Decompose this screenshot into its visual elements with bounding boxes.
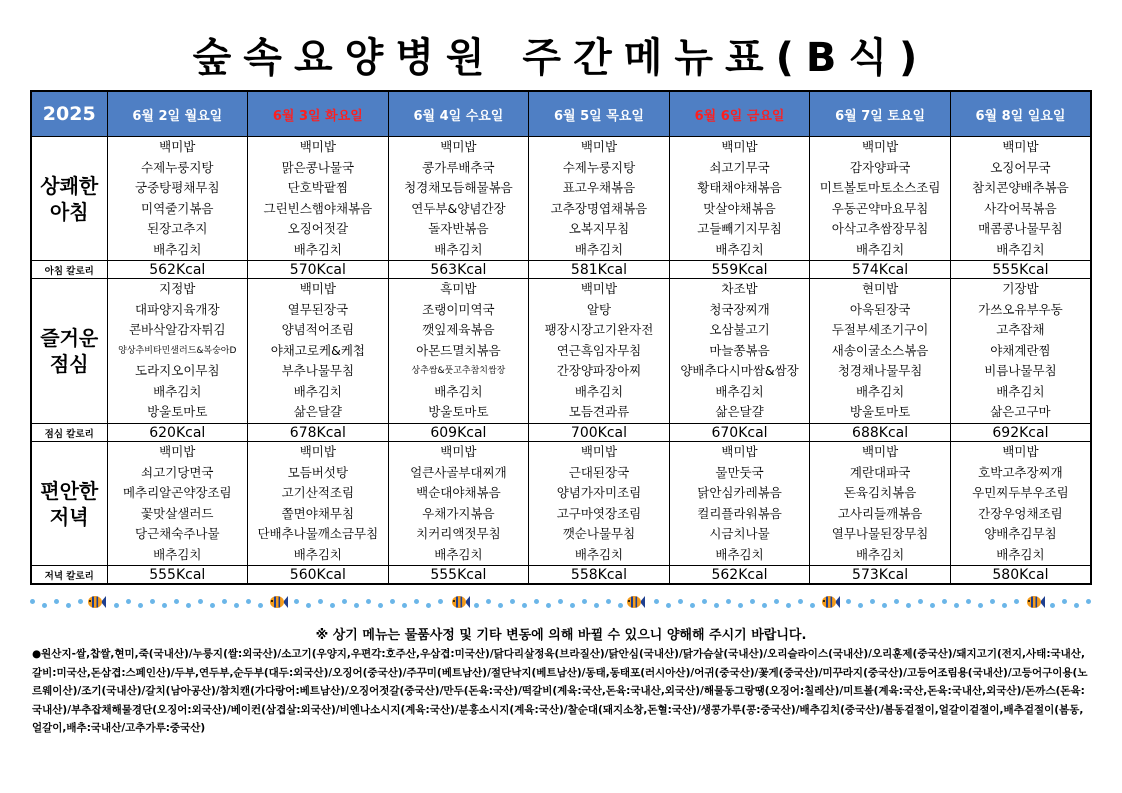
menu-item: 매콤콩나물무침 bbox=[978, 221, 1063, 236]
menu-item: 꽃맛살샐러드 bbox=[141, 505, 214, 521]
notice-text: ※ 상기 메뉴는 물품사정 및 기타 변동에 의해 바뀔 수 있으니 양해해 주시기 바랍니다. bbox=[315, 628, 807, 643]
menu-item: 우채가지볶음 bbox=[422, 505, 495, 521]
meal-label bbox=[31, 279, 107, 424]
calorie-value: 620Kcal bbox=[107, 424, 248, 442]
menu-item: 조랭이미역국 bbox=[422, 301, 495, 317]
menu-item: 방울토마토 bbox=[428, 404, 489, 419]
bubble-dot-icon bbox=[402, 603, 407, 608]
day-header: 6월 6일 금요일 bbox=[669, 91, 810, 137]
bubble-dot-icon bbox=[114, 603, 119, 608]
bubble-dot-icon bbox=[318, 599, 323, 604]
menu-item: 두절부세조기구이 bbox=[831, 322, 929, 337]
menu-item: 백미밥 bbox=[861, 139, 899, 154]
bubble-dot-icon bbox=[510, 599, 515, 604]
menu-item: 모듬버섯탕 bbox=[287, 464, 349, 480]
menu-item: 백미밥 bbox=[1002, 139, 1039, 154]
bubble-dot-icon bbox=[558, 599, 563, 604]
menu-item: 백미밥 bbox=[1002, 444, 1039, 459]
menu-item: 오복지무침 bbox=[568, 221, 630, 236]
menu-item: 청경채나물무침 bbox=[837, 363, 923, 378]
menu-item: 방울토마토 bbox=[147, 404, 208, 419]
bubble-dot-icon bbox=[222, 599, 227, 604]
menu-item: 팽장시장고기완자전 bbox=[544, 322, 654, 337]
bubble-dot-icon bbox=[498, 603, 503, 608]
menu-item: 비름나물무침 bbox=[984, 363, 1057, 378]
menu-item: 양념가자미조림 bbox=[556, 485, 642, 500]
menu-item: 삶은달걀 bbox=[293, 404, 342, 419]
bubble-dot-icon bbox=[606, 599, 611, 604]
menu-item: 삶은달걀 bbox=[715, 404, 764, 419]
bubble-dot-icon bbox=[906, 603, 911, 608]
menu-item: 된장고추지 bbox=[147, 221, 208, 236]
calorie-value: 563Kcal bbox=[388, 261, 529, 279]
menu-item: 그린빈스햄야채볶음 bbox=[263, 200, 373, 216]
menu-item: 수제누룽지탕 bbox=[141, 159, 214, 175]
menu-item: 아욱된장국 bbox=[849, 301, 911, 317]
menu-item: 알탕 bbox=[586, 301, 612, 317]
menu-item: 청국장찌개 bbox=[709, 301, 770, 317]
menu-item: 고추장명엽채볶음 bbox=[550, 200, 648, 216]
bubble-dot-icon bbox=[762, 603, 767, 608]
menu-item: 마늘쫑볶음 bbox=[709, 342, 770, 358]
menu-item: 얼큰사골부대찌개 bbox=[410, 464, 507, 480]
bubble-dot-icon bbox=[570, 603, 575, 608]
menu-item: 고사리들깨볶음 bbox=[837, 505, 923, 521]
bubble-dot-icon bbox=[666, 603, 671, 608]
menu-item: 배추김치 bbox=[996, 241, 1045, 257]
day-header: 6월 4일 수요일 bbox=[388, 91, 529, 137]
meal-label-line: 점심 bbox=[49, 352, 89, 376]
menu-item: 미트볼토마토소스조림 bbox=[819, 180, 941, 195]
bubble-dot-icon bbox=[1002, 603, 1007, 608]
menu-item: 대파양지육개장 bbox=[135, 301, 220, 317]
menu-item: 오삼불고기 bbox=[709, 322, 770, 337]
origin-info: ●원산지-쌀,찹쌀,현미,죽(국내산)/누룽지(쌀:외국산)/소고기(우양지,우편각:호주산,우삼겹:미국산)/닭다리살정육(브라질산)/닭안심(국내산)/닭가슴살(국내산)/오리슬라이스(국내산)/오리훈제(중국산)/돼지고기(전지,사태:국내산,갈비:미국산,돈삼겹:스페인산)/두부,연두부,순두부(대두:외국산)/오징어(중국산)/주꾸미(베트남산)/절단낙지(베트남산)/동태,동태포(러시아산)/어귀(중국산)/꽃게(중국산)/미꾸라지(중국산)/고등어조림용(국내산)/고등어구이용(노르웨이산)/조기(국내산)/갈치(남아공산)/참치캔(가다랑어:베트남산)/오징어젓갈(중국산)/만두(돈육:국산)/떡갈비(계육:국산,돈육:국내산,외국산)/해물동그랑땡(오징어:칠레산)/미트볼(계육:국산,돈육:국내산,외국산)/돈까스(돈육:국내산)/부추잡채해물경단(오징어:외국산)/베이컨(삼겹살:외국산)/비엔나소시지(계육:국산)/분홍소시지(계육:국산)/찰순대(돼지소창,돈혈:국산)/생콩가루(콩:중국산)/배추김치(중국산)/봄동겉절이,얼갈이겉절이,배추겉절이(봄동,얼갈이,배추:국내산/고추가루:중국산) bbox=[32, 648, 1088, 734]
bubble-dot-icon bbox=[30, 599, 35, 604]
bubble-dot-icon bbox=[714, 603, 719, 608]
menu-item: 배추김치 bbox=[293, 383, 342, 399]
menu-item: 물만둣국 bbox=[715, 464, 764, 480]
bubble-dot-icon bbox=[138, 603, 143, 608]
bubble-dot-icon bbox=[858, 603, 863, 608]
menu-item: 모듬견과류 bbox=[568, 404, 630, 419]
day-header: 6월 7일 토요일 bbox=[810, 91, 951, 137]
menu-item: 고추잡채 bbox=[996, 322, 1045, 337]
menu-item: 백미밥 bbox=[299, 444, 336, 459]
menu-item: 맛살야채볶음 bbox=[703, 200, 776, 216]
bubble-dot-icon bbox=[258, 603, 263, 608]
bubble-dot-icon bbox=[654, 599, 659, 604]
menu-cell bbox=[388, 279, 529, 424]
day-header: 6월 3일 화요일 bbox=[248, 91, 389, 137]
menu-item: 양배추다시마쌈&쌈장 bbox=[680, 363, 799, 378]
calorie-value: 609Kcal bbox=[388, 424, 529, 442]
bubble-dot-icon bbox=[126, 599, 131, 604]
bubble-dot-icon bbox=[150, 599, 155, 604]
menu-item: 가쓰오유부우동 bbox=[978, 301, 1063, 317]
bubble-dot-icon bbox=[966, 599, 971, 604]
calorie-row bbox=[31, 424, 1091, 442]
menu-item: 백순대야채볶음 bbox=[416, 485, 501, 500]
bubble-dot-icon bbox=[786, 603, 791, 608]
menu-cell bbox=[248, 442, 389, 566]
meal-row bbox=[31, 279, 1091, 424]
bubble-dot-icon bbox=[726, 599, 731, 604]
menu-item: 맑은콩나물국 bbox=[281, 159, 355, 175]
menu-item: 배추김치 bbox=[153, 383, 202, 399]
menu-cell bbox=[950, 279, 1091, 424]
menu-cell bbox=[810, 442, 951, 566]
bubble-dot-icon bbox=[1074, 603, 1079, 608]
menu-item: 황태채야채볶음 bbox=[697, 180, 782, 195]
menu-item: 배추김치 bbox=[293, 546, 342, 562]
bubble-dot-icon bbox=[978, 603, 983, 608]
calorie-label: 아침 칼로리 bbox=[31, 261, 107, 279]
bubble-dot-icon bbox=[474, 603, 479, 608]
menu-item: 새송이굴소스볶음 bbox=[831, 342, 929, 358]
menu-item: 오징어무국 bbox=[990, 159, 1051, 175]
bubble-dot-icon bbox=[618, 603, 623, 608]
menu-item: 현미밥 bbox=[861, 281, 899, 296]
menu-cell bbox=[529, 279, 670, 424]
bubble-dot-icon bbox=[78, 599, 83, 604]
bubble-dot-icon bbox=[918, 599, 923, 604]
menu-item: 배추김치 bbox=[434, 241, 483, 257]
menu-item: 콘바삭알감자튀김 bbox=[128, 322, 226, 337]
menu-cell bbox=[669, 442, 810, 566]
menu-item: 백미밥 bbox=[580, 139, 618, 154]
bubble-dot-icon bbox=[954, 603, 959, 608]
tropical-fish-icon bbox=[450, 594, 470, 610]
menu-item: 야채계란찜 bbox=[990, 342, 1051, 358]
menu-item: 고들빼기지무침 bbox=[697, 221, 782, 236]
calorie-value: 562Kcal bbox=[669, 566, 810, 585]
menu-item: 양상추비타민샐러드&복숭아D bbox=[118, 345, 237, 356]
bubble-dot-icon bbox=[870, 599, 875, 604]
weekly-menu-table bbox=[30, 90, 1092, 585]
bubble-dot-icon bbox=[942, 599, 947, 604]
bubble-dot-icon bbox=[486, 599, 491, 604]
menu-cell bbox=[248, 279, 389, 424]
menu-item: 백미밥 bbox=[299, 139, 336, 154]
bubble-dot-icon bbox=[882, 603, 887, 608]
menu-item: 쇠고기무국 bbox=[709, 159, 770, 175]
menu-item: 우민찌두부우조림 bbox=[972, 485, 1069, 500]
menu-item: 수제누룽지탕 bbox=[562, 159, 636, 175]
bubble-dot-icon bbox=[1014, 599, 1019, 604]
menu-item: 미역줄기볶음 bbox=[141, 200, 214, 216]
bubble-dot-icon bbox=[390, 599, 395, 604]
bubble-dot-icon bbox=[210, 603, 215, 608]
bubble-dot-icon bbox=[306, 603, 311, 608]
meal-label-line: 상쾌한 bbox=[40, 173, 99, 198]
menu-item: 단호박팥찜 bbox=[287, 180, 349, 195]
calorie-value: 678Kcal bbox=[248, 424, 389, 442]
menu-item: 배추김치 bbox=[434, 383, 483, 399]
meal-label bbox=[31, 442, 107, 566]
menu-item: 배추김치 bbox=[855, 546, 905, 562]
menu-item: 상추쌈&풋고추참치쌈장 bbox=[411, 366, 506, 376]
year-header: 2025 bbox=[31, 91, 107, 137]
bubble-dot-icon bbox=[690, 603, 695, 608]
menu-item: 배추김치 bbox=[715, 241, 764, 257]
bubble-dot-icon bbox=[894, 599, 899, 604]
menu-item: 당근채숙주나물 bbox=[135, 526, 220, 541]
menu-item: 양배추김무침 bbox=[984, 526, 1057, 541]
menu-item: 사각어묵볶음 bbox=[984, 200, 1057, 216]
calorie-value: 692Kcal bbox=[950, 424, 1091, 442]
day-header: 6월 8일 일요일 bbox=[950, 91, 1091, 137]
menu-item: 배추김치 bbox=[996, 383, 1045, 399]
calorie-value: 581Kcal bbox=[529, 261, 670, 279]
bubble-dot-icon bbox=[810, 603, 815, 608]
tropical-fish-icon bbox=[268, 594, 288, 610]
bubble-dot-icon bbox=[1086, 599, 1091, 604]
menu-item: 배추김치 bbox=[153, 546, 202, 562]
calorie-value: 580Kcal bbox=[950, 566, 1091, 585]
bubble-dot-icon bbox=[162, 603, 167, 608]
menu-item: 백미밥 bbox=[440, 139, 477, 154]
calorie-value: 558Kcal bbox=[529, 566, 670, 585]
menu-item: 돌자반볶음 bbox=[428, 221, 489, 236]
bubble-dot-icon bbox=[174, 599, 179, 604]
meal-label-line: 즐거운 bbox=[40, 326, 99, 350]
menu-item: 연두부&양념간장 bbox=[411, 200, 506, 216]
menu-item: 고기산적조림 bbox=[281, 485, 355, 500]
bubble-dot-icon bbox=[750, 599, 755, 604]
meal-label-line: 아침 bbox=[49, 199, 89, 224]
bubble-dot-icon bbox=[522, 603, 527, 608]
menu-item: 차조밥 bbox=[721, 281, 758, 296]
menu-item: 양념적어조림 bbox=[281, 322, 355, 337]
menu-item: 연근흑임자무침 bbox=[556, 342, 642, 358]
menu-item: 근대된장국 bbox=[568, 464, 630, 480]
bubble-dot-icon bbox=[378, 603, 383, 608]
calorie-row bbox=[31, 566, 1091, 585]
menu-item: 백미밥 bbox=[440, 444, 477, 459]
calorie-value: 574Kcal bbox=[810, 261, 951, 279]
menu-item: 배추김치 bbox=[434, 546, 483, 562]
menu-item: 컬리플라워볶음 bbox=[697, 505, 782, 521]
menu-item: 계란대파국 bbox=[849, 464, 911, 480]
meal-row bbox=[31, 442, 1091, 566]
tropical-fish-icon bbox=[625, 594, 645, 610]
menu-item: 메추리알곤약장조림 bbox=[122, 485, 232, 500]
menu-item: 백미밥 bbox=[861, 444, 899, 459]
menu-cell bbox=[388, 442, 529, 566]
menu-item: 백미밥 bbox=[159, 139, 196, 154]
tropical-fish-icon bbox=[820, 594, 840, 610]
menu-item: 방울토마토 bbox=[849, 404, 911, 419]
menu-item: 열무나물된장무침 bbox=[831, 526, 929, 541]
bubble-dot-icon bbox=[42, 603, 47, 608]
menu-cell bbox=[248, 137, 389, 261]
bubble-dot-icon bbox=[678, 599, 683, 604]
bubble-dot-icon bbox=[1050, 603, 1055, 608]
menu-item: 백미밥 bbox=[159, 444, 196, 459]
menu-cell bbox=[107, 279, 248, 424]
tropical-fish-icon bbox=[86, 594, 106, 610]
menu-item: 표고우채볶음 bbox=[562, 180, 636, 195]
menu-item: 쫄면야채무침 bbox=[281, 505, 355, 521]
menu-item: 배추김치 bbox=[574, 241, 624, 257]
bubble-dot-icon bbox=[330, 603, 335, 608]
menu-item: 시금치나물 bbox=[709, 526, 770, 541]
menu-item: 백미밥 bbox=[721, 444, 758, 459]
menu-cell bbox=[810, 137, 951, 261]
menu-item: 야채고로케&케첩 bbox=[270, 342, 365, 358]
menu-item: 아몬드멸치볶음 bbox=[416, 342, 501, 358]
menu-item: 배추김치 bbox=[996, 546, 1045, 562]
bubble-dot-icon bbox=[294, 599, 299, 604]
meal-label bbox=[31, 137, 107, 261]
calorie-row bbox=[31, 261, 1091, 279]
calorie-value: 555Kcal bbox=[388, 566, 529, 585]
bubble-dot-icon bbox=[798, 599, 803, 604]
menu-cell bbox=[669, 279, 810, 424]
menu-item: 도라지오이무침 bbox=[135, 363, 220, 378]
menu-item: 백미밥 bbox=[580, 281, 618, 296]
bubble-dot-icon bbox=[582, 599, 587, 604]
meal-label-line: 편안한 bbox=[40, 478, 99, 503]
calorie-label: 저녁 칼로리 bbox=[31, 566, 107, 585]
menu-cell bbox=[810, 279, 951, 424]
menu-item: 배추김치 bbox=[574, 383, 624, 399]
menu-cell bbox=[669, 137, 810, 261]
meal-label-line: 저녁 bbox=[49, 504, 89, 529]
bubble-dot-icon bbox=[930, 603, 935, 608]
menu-item: 흑미밥 bbox=[440, 281, 477, 296]
day-header: 6월 2일 월요일 bbox=[107, 91, 248, 137]
calorie-value: 559Kcal bbox=[669, 261, 810, 279]
bubble-dot-icon bbox=[426, 603, 431, 608]
meal-row bbox=[31, 137, 1091, 261]
menu-item: 백미밥 bbox=[299, 281, 336, 296]
bubble-dot-icon bbox=[186, 603, 191, 608]
bubble-dot-icon bbox=[534, 599, 539, 604]
bubble-dot-icon bbox=[594, 603, 599, 608]
menu-item: 깻잎제육볶음 bbox=[422, 322, 495, 337]
bubble-dot-icon bbox=[54, 599, 59, 604]
menu-item: 지정밥 bbox=[159, 281, 196, 296]
menu-item: 청경채모듬해물볶음 bbox=[404, 180, 513, 195]
bubble-dot-icon bbox=[234, 603, 239, 608]
menu-item: 배추김치 bbox=[153, 241, 202, 257]
bubble-dot-icon bbox=[198, 599, 203, 604]
menu-item: 오징어젓갈 bbox=[287, 221, 349, 236]
menu-item: 열무된장국 bbox=[287, 301, 349, 317]
calorie-value: 560Kcal bbox=[248, 566, 389, 585]
calorie-value: 688Kcal bbox=[810, 424, 951, 442]
menu-item: 단배추나물깨소금무침 bbox=[257, 526, 379, 541]
menu-item: 쇠고기당면국 bbox=[141, 464, 214, 480]
bubble-dot-icon bbox=[366, 599, 371, 604]
menu-item: 간장양파장아찌 bbox=[556, 363, 642, 378]
menu-item: 삶은고구마 bbox=[990, 404, 1051, 419]
bubble-dot-icon bbox=[846, 599, 851, 604]
calorie-value: 570Kcal bbox=[248, 261, 389, 279]
calorie-value: 555Kcal bbox=[950, 261, 1091, 279]
bubble-dot-icon bbox=[546, 603, 551, 608]
bubble-dot-icon bbox=[246, 599, 251, 604]
bubble-dot-icon bbox=[438, 599, 443, 604]
bubble-dot-icon bbox=[354, 603, 359, 608]
menu-item: 배추김치 bbox=[715, 383, 764, 399]
fish-bubble-divider bbox=[30, 593, 1092, 613]
menu-item: 배추김치 bbox=[574, 546, 624, 562]
calorie-value: 555Kcal bbox=[107, 566, 248, 585]
menu-item: 호박고추장찌개 bbox=[978, 464, 1063, 480]
menu-cell bbox=[529, 137, 670, 261]
bubble-dot-icon bbox=[414, 599, 419, 604]
calorie-value: 700Kcal bbox=[529, 424, 670, 442]
calorie-value: 562Kcal bbox=[107, 261, 248, 279]
menu-cell bbox=[107, 137, 248, 261]
menu-item: 간장우엉채조림 bbox=[978, 505, 1063, 521]
calorie-label: 점심 칼로리 bbox=[31, 424, 107, 442]
menu-cell bbox=[107, 442, 248, 566]
menu-cell bbox=[529, 442, 670, 566]
tropical-fish-icon bbox=[1025, 594, 1045, 610]
menu-item: 배추김치 bbox=[293, 241, 342, 257]
bubble-dot-icon bbox=[66, 603, 71, 608]
menu-item: 참치콘양배추볶음 bbox=[972, 180, 1069, 195]
bubble-dot-icon bbox=[774, 599, 779, 604]
bubble-dot-icon bbox=[990, 599, 995, 604]
menu-item: 배추김치 bbox=[855, 383, 905, 399]
menu-cell bbox=[950, 442, 1091, 566]
menu-item: 돈육김치볶음 bbox=[843, 485, 917, 500]
menu-item: 고구마엿장조림 bbox=[556, 505, 642, 521]
bubble-dot-icon bbox=[738, 603, 743, 608]
menu-item: 닭안심카레볶음 bbox=[697, 485, 782, 500]
bubble-dot-icon bbox=[342, 599, 347, 604]
menu-item: 치커리액젓무침 bbox=[416, 526, 501, 541]
menu-item: 콩가루배추국 bbox=[422, 159, 495, 175]
calorie-value: 573Kcal bbox=[810, 566, 951, 585]
menu-item: 백미밥 bbox=[580, 444, 618, 459]
menu-item: 감자양파국 bbox=[849, 159, 911, 175]
menu-item: 기장밥 bbox=[1002, 281, 1039, 296]
menu-item: 깻순나물무침 bbox=[562, 526, 636, 541]
menu-item: 배추김치 bbox=[855, 241, 905, 257]
day-header: 6월 5일 목요일 bbox=[529, 91, 670, 137]
bubble-dot-icon bbox=[702, 599, 707, 604]
menu-cell bbox=[950, 137, 1091, 261]
header-row bbox=[31, 91, 1091, 137]
page-title: 숲속요양병원 주간메뉴표(B식) bbox=[192, 35, 930, 81]
calorie-value: 670Kcal bbox=[669, 424, 810, 442]
menu-item: 우동곤약마요무침 bbox=[831, 200, 929, 216]
menu-item: 아삭고추쌈장무침 bbox=[831, 221, 929, 236]
menu-item: 백미밥 bbox=[721, 139, 758, 154]
menu-cell bbox=[388, 137, 529, 261]
menu-item: 부추나물무침 bbox=[281, 363, 355, 378]
bubble-dot-icon bbox=[1062, 599, 1067, 604]
menu-item: 배추김치 bbox=[715, 546, 764, 562]
menu-item: 궁중탕평채무침 bbox=[135, 180, 220, 195]
